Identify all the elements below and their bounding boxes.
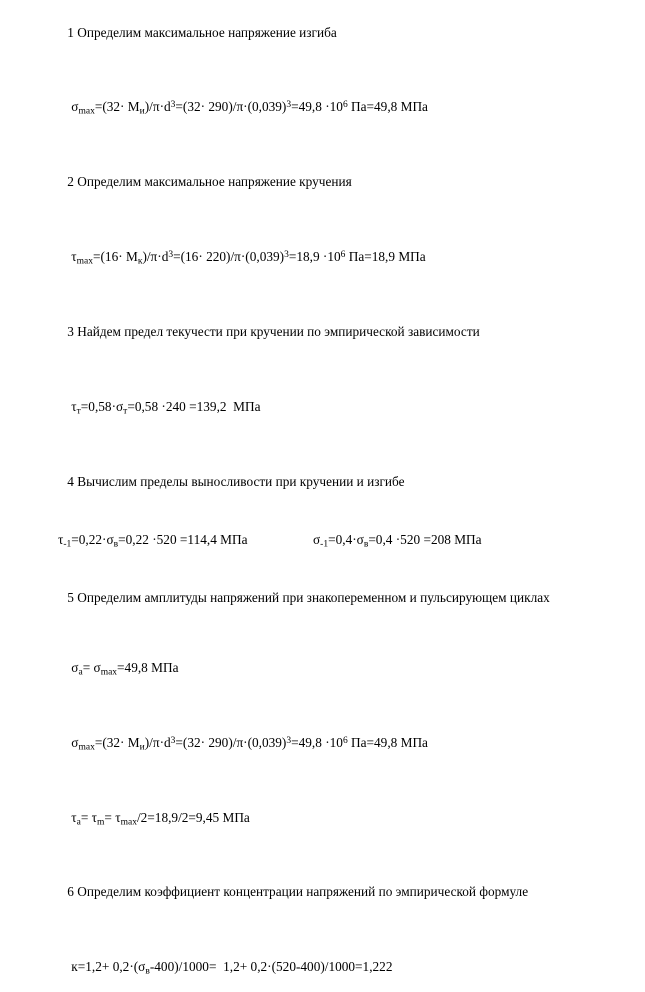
- spacer: [14, 918, 631, 943]
- step-3-heading: [14, 307, 631, 357]
- step-5-heading-text: 5 Определим амплитуды напряжений при знакопеременном и пульсирующем циклах: [67, 590, 550, 606]
- formula-rich-6: $\sigma_{max}=(32\cdot M_и)/\pi\cdot d^3=(32\cdot 290)/\pi\cdot(0,039)^3=49,8 \cdot 10^6$ Па=49,8 МПа: [71, 734, 428, 753]
- formula-rich-5: $\sigma_a= \sigma_{max}=49,8$ МПа: [71, 659, 179, 678]
- formula-rich-8: $к=1,2+ 0,2\cdot(\sigma_в-400)/1000= 1,2+ 0,2\cdot(520-400)/1000=1,222$: [71, 959, 393, 977]
- formula-rich-0: $\sigma_{max}=(32\cdot M_и)/\pi\cdot d^3=(32\cdot 290)/\pi\cdot(0,039)^3=49,8 \cdot 10^6$ Па=49,8 МПа: [71, 99, 428, 118]
- spacer: [14, 693, 631, 718]
- formula-rich-3: $\tau_{-1}=0,22\cdot\sigma_в=0,22 \cdot 520 =114,4$ МПа: [58, 531, 248, 550]
- spacer: [14, 432, 631, 457]
- step-2-heading-text: 2 Определим максимальное напряжение кручения: [67, 174, 352, 190]
- step-5-formula-b: [14, 718, 631, 768]
- step-6-heading-text: 6 Определим коэффициент концентрации напряжений по эмпирической формуле: [67, 884, 529, 900]
- spacer: [14, 768, 631, 793]
- spacer: [14, 623, 631, 643]
- formula-rich-1: $\tau_{max}=(16\cdot M_к)/\pi\cdot d^3=(16\cdot 220)/\pi\cdot(0,039)^3=18,9 \cdot 10^6$ Па=18,9 МПа: [71, 249, 426, 267]
- spacer: [14, 843, 631, 868]
- step-5-formula-c: [14, 793, 631, 843]
- step-5-heading: [14, 573, 631, 623]
- spacer: [14, 357, 631, 382]
- spacer: [14, 133, 631, 158]
- formula-rich-2: $\tau_т=0,58\cdot\sigma_т=0,58 \cdot 240 =139,2$ МПа: [71, 398, 261, 417]
- spacer: [14, 282, 631, 307]
- spacer: [14, 507, 631, 532]
- step-1-formula: [14, 83, 631, 133]
- spacer: [14, 207, 631, 232]
- step-6-heading: [14, 868, 631, 918]
- step-2-formula: [14, 232, 631, 282]
- step-6-formula: [14, 943, 631, 992]
- step-2-heading: [14, 158, 631, 208]
- step-5-formula-a: [14, 643, 631, 693]
- step-1-heading: [14, 8, 631, 58]
- formula-rich-7: $\tau_a= \tau_m= \tau_{max}/2=18,9/2=9,45$ МПа: [71, 809, 250, 828]
- step-4-formula-pair: [14, 532, 631, 549]
- step-4-heading-text: 4 Вычислим пределы выносливости при кручении и изгибе: [67, 473, 405, 489]
- step-4-heading: [14, 457, 631, 507]
- step-3-heading-text: 3 Найдем предел текучести при кручении по эмпирической зависимости: [67, 323, 480, 339]
- step-1-heading-text: 1 Определим максимальное напряжение изгиба: [67, 24, 337, 40]
- formula-rich-4: $\sigma_{-1}=0,4\cdot\sigma_в=0,4 \cdot 520 =208$ МПа: [313, 531, 482, 550]
- step-3-formula: [14, 382, 631, 432]
- spacer: [14, 58, 631, 83]
- spacer: [14, 548, 631, 573]
